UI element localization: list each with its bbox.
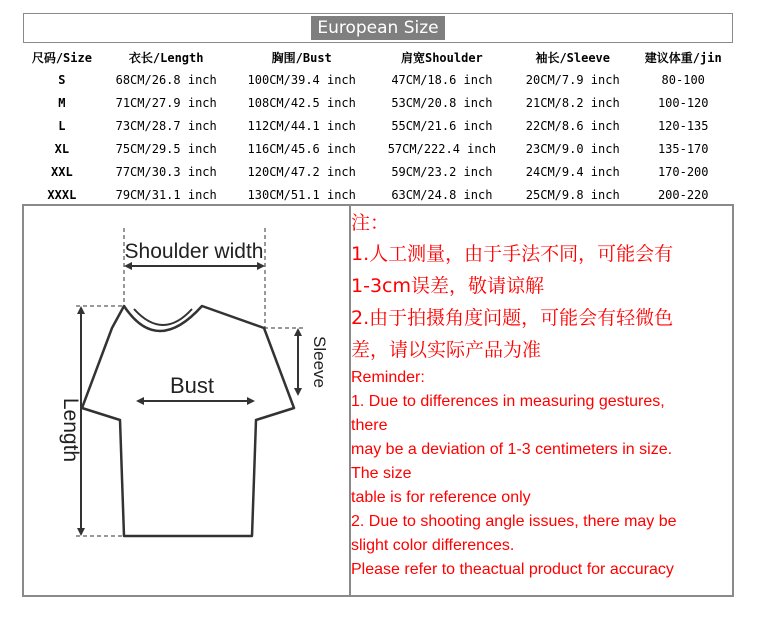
cell-bust: 108CM/42.5 inch [247,95,356,110]
cell-size: XXXL [47,187,77,202]
cell-bust: 120CM/47.2 inch [247,164,356,179]
cell-sleeve: 21CM/8.2 inch [525,95,620,110]
cell-size: XXL [51,164,73,179]
note-cn-line: 差，请以实际产品为准 [351,339,542,361]
note-en-line: 2. Due to shooting angle issues, there may be [351,513,677,530]
cell-length: 68CM/26.8 inch [115,72,217,87]
cell-sleeve: 24CM/9.4 inch [525,164,620,179]
table-row [23,137,733,160]
cell-length: 77CM/30.3 inch [115,164,217,179]
note-en-line: 1. Due to differences in measuring gestures, [351,393,665,410]
header-sleeve: 袖长/Sleeve [535,50,611,65]
notes-section [351,208,731,582]
cell-bust: 112CM/44.1 inch [247,118,356,133]
cell-weight: 170-200 [657,164,709,179]
cell-size: L [58,118,66,133]
cell-shoulder: 59CM/23.2 inch [391,164,493,179]
cell-size: S [58,72,66,87]
header-length: 衣长/Length [128,50,204,65]
note-en-line: Please refer to theactual product for accuracy [351,561,674,578]
tshirt-diagram [24,206,349,595]
cell-shoulder: 47CM/18.6 inch [391,72,493,87]
cell-length: 79CM/31.1 inch [115,187,217,202]
note-cn-line: 1-3cm误差，敬请谅解 [351,275,544,297]
cell-length: 73CM/28.7 inch [115,118,217,133]
table-row [23,114,733,137]
table-title: European Size [311,16,444,40]
cell-shoulder: 63CM/24.8 inch [391,187,493,202]
header-shoulder: 肩宽Shoulder [400,50,483,65]
header-weight: 建议体重/jin [644,50,722,65]
note-en-line: The size [351,465,412,482]
measurement-diagram [24,206,349,595]
cell-bust: 100CM/39.4 inch [247,72,356,87]
cell-weight: 200-220 [657,187,709,202]
note-en-line: table is for reference only [351,489,531,506]
cell-shoulder: 57CM/222.4 inch [387,141,497,156]
cell-length: 71CM/27.9 inch [115,95,217,110]
header-row [23,46,733,68]
cell-weight: 135-170 [657,141,709,156]
note-heading: 注： [351,212,390,234]
cell-bust: 130CM/51.1 inch [247,187,356,202]
table-row [23,91,733,114]
note-en-line: slight color differences. [351,537,515,554]
shoulder-width-label: Shoulder width [124,240,264,263]
cell-size: M [58,95,66,110]
cell-sleeve: 25CM/9.8 inch [525,187,620,202]
table-row [23,183,733,206]
cell-bust: 116CM/45.6 inch [247,141,356,156]
size-table [23,46,733,206]
header-bust: 胸围/Bust [271,50,332,65]
cell-sleeve: 23CM/9.0 inch [525,141,620,156]
note-en-line: may be a deviation of 1-3 centimeters in size. [351,441,673,458]
note-cn-line: 2.由于拍摄角度问题，可能会有轻微色 [351,307,674,329]
table-row [23,68,733,91]
title-bar [23,13,733,43]
cell-size: XL [54,141,70,156]
cell-shoulder: 53CM/20.8 inch [391,95,493,110]
reminder-heading: Reminder: [351,369,425,386]
bust-label: Bust [169,373,215,398]
cell-shoulder: 55CM/21.6 inch [391,118,493,133]
cell-sleeve: 22CM/8.6 inch [525,118,620,133]
cell-weight: 80-100 [661,72,705,87]
length-label: Length [59,397,82,463]
cell-length: 75CM/29.5 inch [115,141,217,156]
sleeve-label: Sleeve [310,336,329,388]
note-cn-line: 1.人工测量，由于手法不同，可能会有 [351,243,674,265]
header-size: 尺码/Size [31,50,92,65]
cell-sleeve: 20CM/7.9 inch [525,72,620,87]
note-en-line: there [351,417,388,434]
cell-weight: 100-120 [657,95,709,110]
table-row [23,160,733,183]
tshirt-icon [82,306,294,536]
cell-weight: 120-135 [657,118,709,133]
